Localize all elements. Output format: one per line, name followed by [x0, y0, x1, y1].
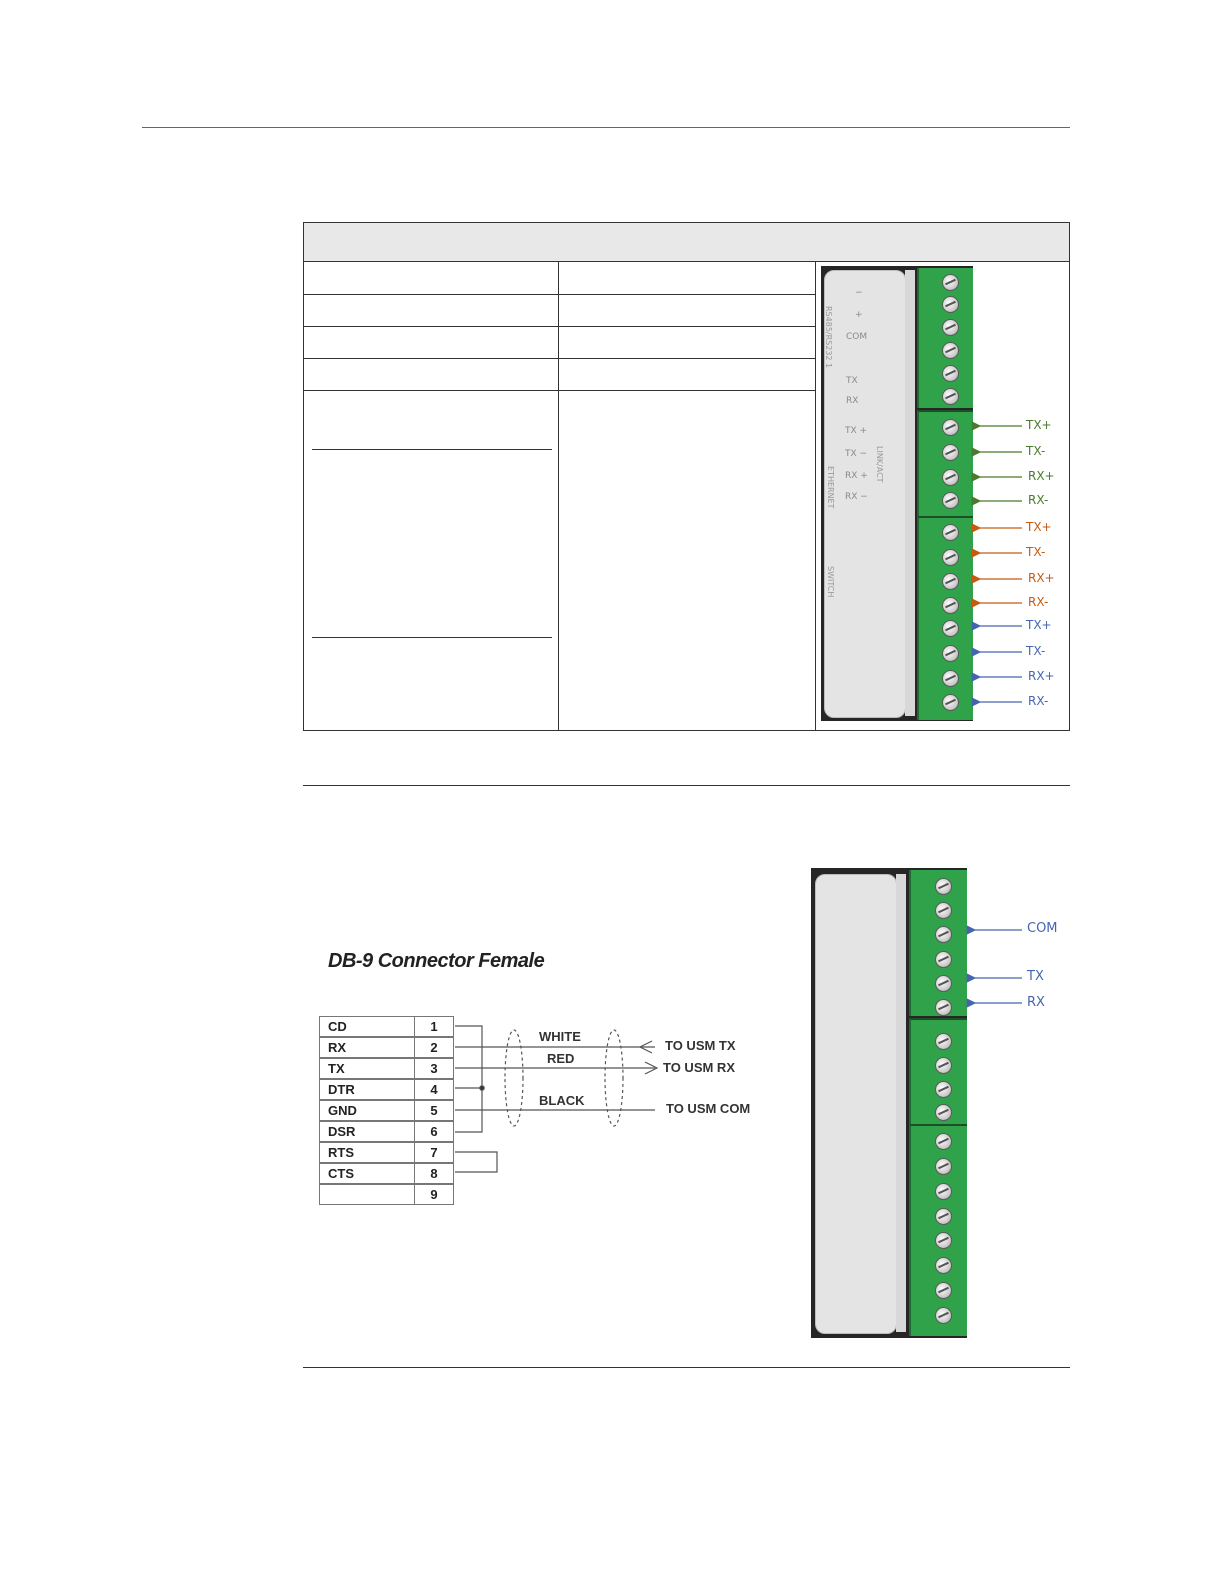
wire-target-label: TO USM TX — [665, 1038, 736, 1053]
pin-callout: RX- — [1028, 493, 1049, 507]
module-port-mark: TX − — [845, 449, 868, 459]
jumper-wire — [455, 1026, 482, 1132]
table-header-row — [304, 223, 1069, 262]
wire-target-label: TO USM COM — [666, 1101, 751, 1116]
db9-pin-cell: 5 — [414, 1100, 454, 1121]
terminal-screw-icon — [942, 670, 959, 687]
db9-pin-cell: 7 — [414, 1142, 454, 1163]
db9-signal-cell: RX — [319, 1037, 415, 1058]
pin-callout: COM — [1027, 921, 1058, 936]
db9-title: DB-9 Connector Female — [328, 950, 545, 972]
terminal-screw-icon — [935, 878, 952, 895]
terminal-screw-icon — [942, 342, 959, 359]
module-label-tx: TX — [846, 376, 858, 386]
db9-pin-cell: 2 — [414, 1037, 454, 1058]
db9-signal-cell: DTR — [319, 1079, 415, 1100]
db9-pin-cell: 4 — [414, 1079, 454, 1100]
section-rule — [303, 1367, 1070, 1368]
cable-shield — [505, 1030, 523, 1126]
terminal-screw-icon — [935, 1257, 952, 1274]
module-photo-top — [821, 266, 973, 721]
arrowhead-icon — [645, 1062, 657, 1074]
db9-signal-cell: DSR — [319, 1121, 415, 1142]
module-label-com: COM — [846, 332, 868, 342]
terminal-screw-icon — [942, 274, 959, 291]
pin-callout: TX- — [1026, 644, 1046, 658]
terminal-screw-icon — [942, 620, 959, 637]
terminal-screw-icon — [935, 951, 952, 968]
terminal-screw-icon — [942, 597, 959, 614]
module-vertical-text: RS485/RS232 1 — [824, 306, 833, 369]
wire-color-label: RED — [547, 1051, 575, 1066]
terminal-screw-icon — [935, 1133, 952, 1150]
db9-signal-cell — [319, 1184, 415, 1205]
pin-callout: RX — [1027, 995, 1045, 1010]
db9-pin-cell: 3 — [414, 1058, 454, 1079]
db9-pin-cell: 8 — [414, 1163, 454, 1184]
pin-callout: TX — [1027, 969, 1044, 984]
db9-pin-cell: 1 — [414, 1016, 454, 1037]
pin-callout: TX- — [1026, 444, 1046, 458]
module-vertical-text: SWITCH — [826, 566, 835, 598]
terminal-screw-icon — [935, 1307, 952, 1324]
terminal-screw-icon — [935, 999, 952, 1016]
cell-inner-rule — [312, 449, 552, 450]
junction-dot — [480, 1086, 484, 1090]
terminal-screw-icon — [935, 975, 952, 992]
terminal-screw-icon — [942, 694, 959, 711]
db9-pin-cell: 9 — [414, 1184, 454, 1205]
terminal-screw-icon — [942, 469, 959, 486]
pin-callout: TX- — [1026, 545, 1046, 559]
module-vertical-text: LINK/ACT — [875, 446, 884, 483]
pin-callout: RX+ — [1028, 669, 1055, 683]
terminal-screw-icon — [935, 1232, 952, 1249]
terminal-screw-icon — [942, 573, 959, 590]
table-row-divider — [304, 390, 815, 391]
table-row-divider — [304, 358, 815, 359]
pin-callout: TX+ — [1026, 618, 1052, 632]
db9-pin-cell: 6 — [414, 1121, 454, 1142]
module-vertical-text: ETHERNET — [826, 466, 835, 509]
pin-callout: RX+ — [1028, 469, 1055, 483]
terminal-screw-icon — [935, 926, 952, 943]
terminal-screw-icon — [935, 1282, 952, 1299]
table-row-divider — [304, 294, 815, 295]
wire-color-label: WHITE — [539, 1029, 581, 1044]
module-label-rx: RX — [846, 396, 859, 406]
jumper-wire — [455, 1152, 497, 1172]
wire-color-label: BLACK — [539, 1093, 585, 1108]
module-label-plus: + — [855, 310, 863, 320]
section-rule — [303, 785, 1070, 786]
db9-signal-cell: RTS — [319, 1142, 415, 1163]
arrowhead-icon — [640, 1041, 652, 1053]
db9-pin-table — [319, 1016, 455, 1205]
pin-callout: RX- — [1028, 595, 1049, 609]
db9-signal-cell: CD — [319, 1016, 415, 1037]
terminal-screw-icon — [942, 645, 959, 662]
pin-callout: RX- — [1028, 694, 1049, 708]
pin-callout: TX+ — [1026, 520, 1052, 534]
wire-target-label: TO USM RX — [663, 1060, 735, 1075]
terminal-screw-icon — [942, 524, 959, 541]
cell-inner-rule — [312, 637, 552, 638]
module-port-mark: TX + — [845, 426, 868, 436]
db9-signal-cell: CTS — [319, 1163, 415, 1184]
terminal-screw-icon — [935, 1158, 952, 1175]
terminal-screw-icon — [935, 1057, 952, 1074]
terminal-screw-icon — [935, 1208, 952, 1225]
module-label-minus: − — [855, 288, 863, 298]
page-header-rule — [142, 127, 1070, 128]
terminal-screw-icon — [942, 549, 959, 566]
terminal-screw-icon — [942, 419, 959, 436]
module-photo-bottom — [811, 868, 967, 1338]
module-port-mark: RX + — [845, 471, 868, 481]
terminal-screw-icon — [935, 1104, 952, 1121]
table-row-divider — [304, 326, 815, 327]
terminal-screw-icon — [942, 365, 959, 382]
terminal-screw-icon — [942, 296, 959, 313]
table-col-divider — [815, 261, 816, 731]
terminal-screw-icon — [942, 444, 959, 461]
terminal-screw-icon — [935, 1183, 952, 1200]
module-port-mark: RX − — [845, 492, 868, 502]
db9-signal-cell: TX — [319, 1058, 415, 1079]
terminal-screw-icon — [942, 388, 959, 405]
terminal-screw-icon — [935, 1033, 952, 1050]
terminal-screw-icon — [942, 492, 959, 509]
terminal-screw-icon — [935, 1081, 952, 1098]
db9-signal-cell: GND — [319, 1100, 415, 1121]
pin-callout: RX+ — [1028, 571, 1055, 585]
table-col-divider — [558, 261, 559, 731]
terminal-screw-icon — [935, 902, 952, 919]
terminal-screw-icon — [942, 319, 959, 336]
cable-shield — [605, 1030, 623, 1126]
pin-callout: TX+ — [1026, 418, 1052, 432]
